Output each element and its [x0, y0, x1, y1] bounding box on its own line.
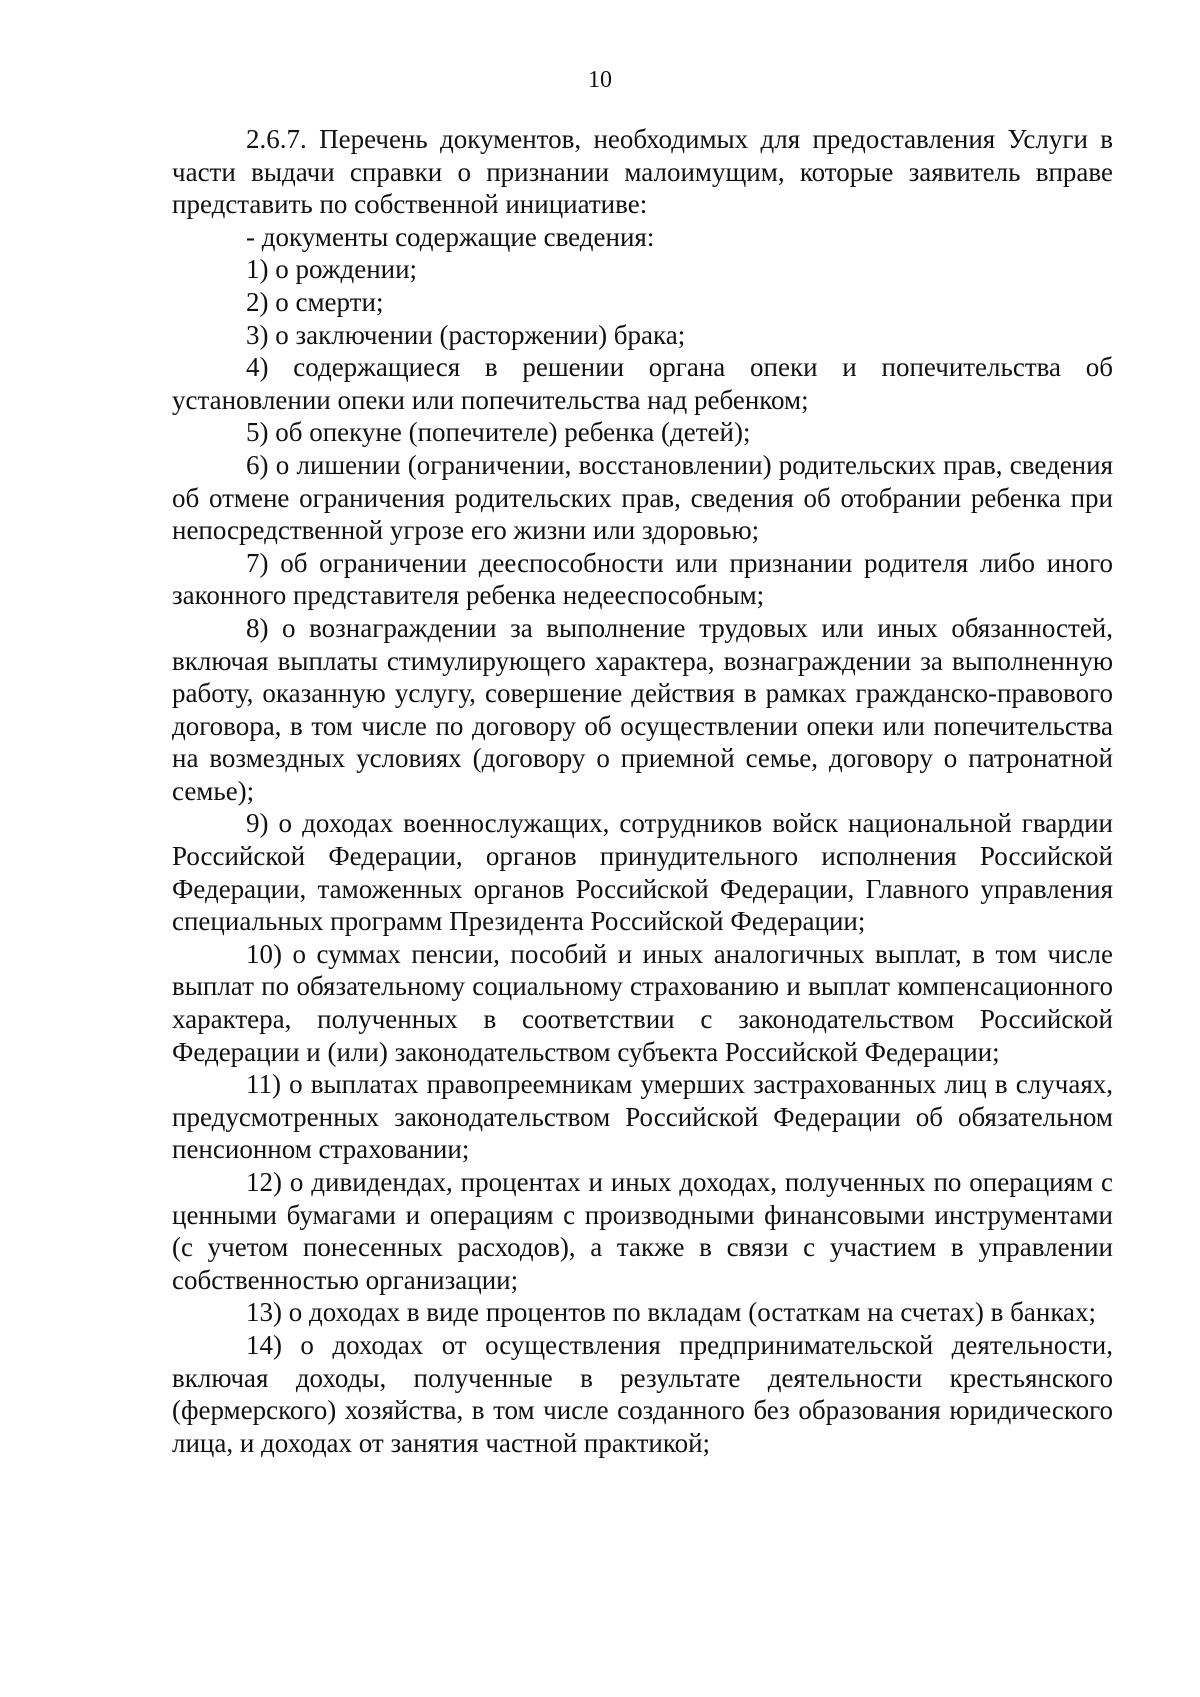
- list-item-3: 3) о заключении (расторжении) брака;: [246, 319, 686, 350]
- documents-intro: - документы содержащие сведения:: [246, 221, 655, 252]
- list-item-7: 7) об ограничении дееспособности или признании родителя либо иного законного представителя ребенка недееспособным;: [172, 547, 1113, 611]
- list-item-11: 11) о выплатах правопреемникам умерших застрахованных лиц в случаях, предусмотренных законодательством Российской Федерации об обязательном пенсионном страховании;: [172, 1069, 1113, 1165]
- list-item-10: 10) о суммах пенсии, пособий и иных аналогичных выплат, в том числе выплат по обязательному социальному страхованию и выплат компенсационного характера, полученных в соответствии с законодательством Российской Федерации и (или) законодательством субъекта Российской Федерации;: [172, 938, 1113, 1067]
- list-item-13: 13) о доходах в виде процентов по вкладам (остаткам на счетах) в банках;: [246, 1297, 1097, 1328]
- page-number: 10: [588, 67, 612, 93]
- section-2-6-7-heading: 2.6.7. Перечень документов, необходимых для предоставления Услуги в части выдачи справки о признании малоимущим, которые заявитель вправе представить по собственной инициативе:: [172, 124, 1113, 220]
- list-item-4: 4) содержащиеся в решении органа опеки и попечительства об установлении опеки или попечительства над ребенком;: [172, 352, 1113, 415]
- list-item-14: 14) о доходах от осуществления предпринимательской деятельности, включая доходы, полученные в результате деятельности крестьянского (фермерского) хозяйства, в том числе созданного без образования юридического лица, и доходах от занятия частной практикой;: [172, 1329, 1113, 1458]
- list-item-12: 12) о дивидендах, процентах и иных доходах, полученных по операциям с ценными бумагами и операциям с производными финансовыми инструментами (с учетом понесенных расходов), а также в связи с участием в управлении собственностью организации;: [172, 1167, 1113, 1295]
- list-item-2: 2) о смерти;: [246, 286, 384, 317]
- list-item-9: 9) о доходах военнослужащих, сотрудников войск национальной гвардии Российской Федерации, органов принудительного исполнения Российской Федерации, таможенных органов Российской Федерации, Главного управления специальных программ Президента Российской Федерации;: [172, 808, 1113, 937]
- document-body: [172, 123, 1113, 1459]
- list-item-6: 6) о лишении (ограничении, восстановлении) родительских прав, сведения об отмене ограничения родительских прав, сведения об отобрании ребенка при непосредственной угрозе его жизни или здоровью;: [172, 449, 1113, 546]
- list-item-8: 8) о вознаграждении за выполнение трудовых или иных обязанностей, включая выплаты стимулирующего характера, вознаграждении за выполненную работу, оказанную услугу, совершение действия в рамках гражданско-правового договора, в том числе по договору об осуществлении опеки или попечительства на возмездных условиях (договору о приемной семье, договору о патронатной семье);: [172, 612, 1113, 806]
- list-item-1: 1) о рождении;: [246, 254, 418, 285]
- list-item-5: 5) об опекуне (попечителе) ребенка (детей);: [246, 417, 751, 448]
